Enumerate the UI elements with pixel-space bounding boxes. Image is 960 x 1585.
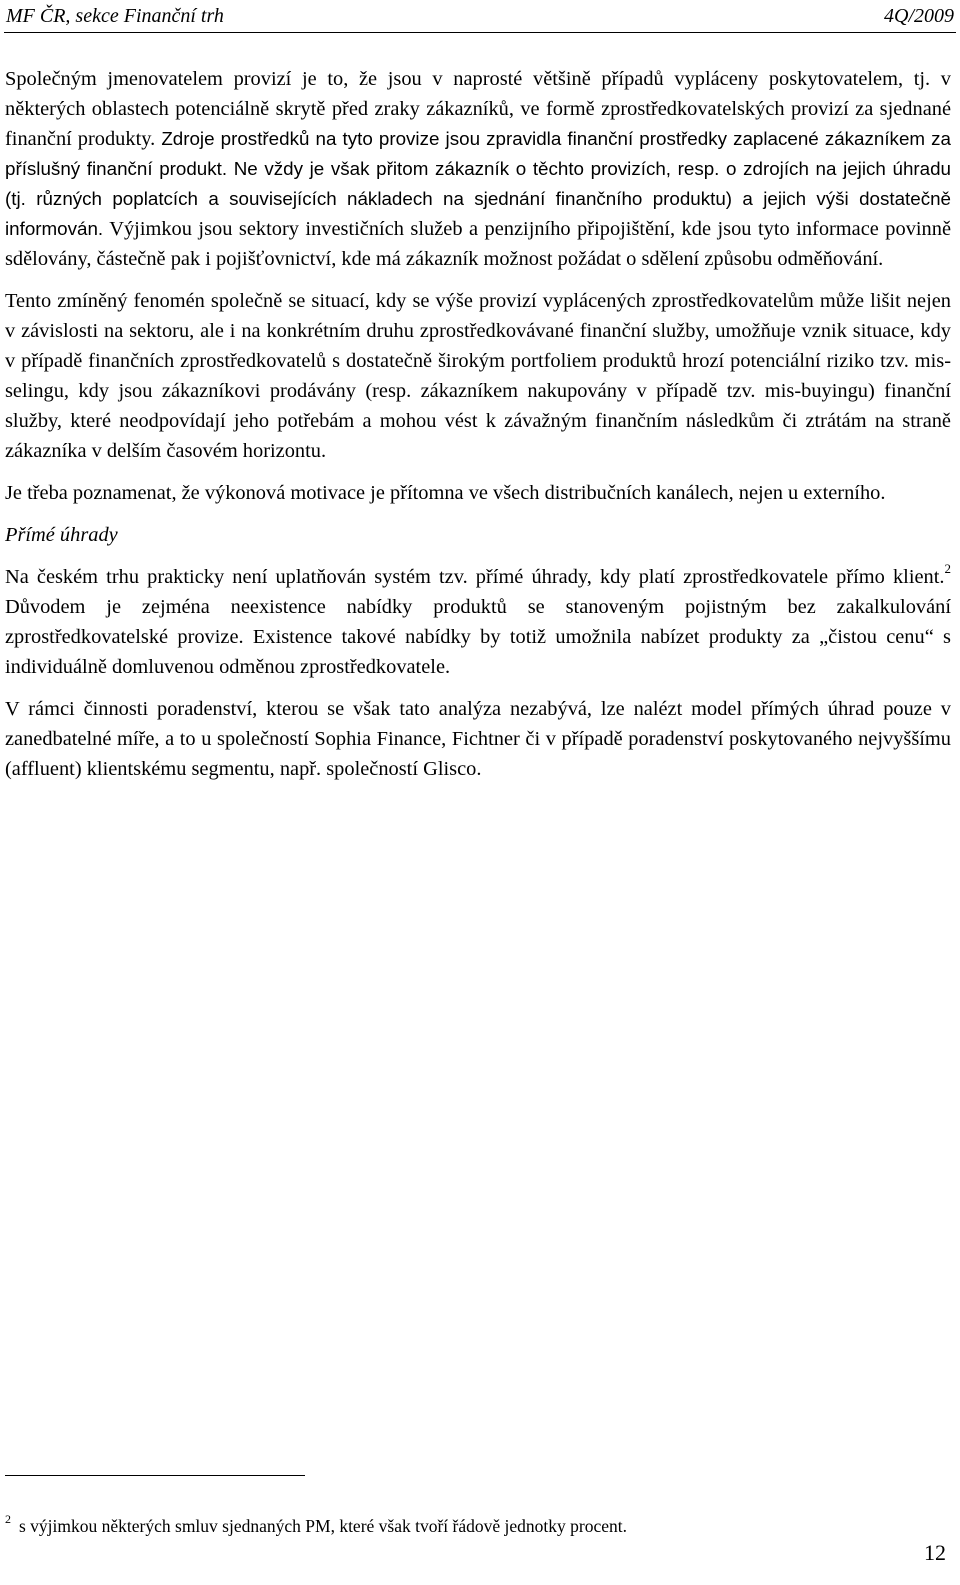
paragraph-5: V rámci činnosti poradenství, kterou se však tato analýza nezabývá, lze nalézt model přímých úhrad pouze v zanedbatelné míře, a to u společností Sophia Finance, Fichtner či v případě poradenství poskytovaného nejvyššímu (affluent) klientskému segmentu, např. společností Glisco. bbox=[5, 698, 951, 780]
header-left-title: MF ČR, sekce Finanční trh bbox=[6, 5, 224, 27]
footnote-text: s výjimkou některých smluv sjednaných PM, které však tvoří řádově jednotky procent. bbox=[19, 1516, 627, 1536]
paragraph-2: Tento zmíněný fenomén společně se situací, kdy se výše provizí vyplácených zprostředkovatelům může lišit nejen v závislosti na sektoru, ale i na konkrétním druhu zprostředkovávané finanční služby, umožňuje vznik situace, kdy v případě finančních zprostředkovatelů s dostatečně širokým portfoliem produktů hrozí potenciální riziko tzv. mis-selingu, kdy jsou zákazníkovi prodávány (resp. zákazníkem nakupovány v případě tzv. mis-buyingu) finanční služby, které neodpovídají jeho potřebám a mohou vést k závažným finančním následkům či ztrátám na straně zákazníka v delším časovém horizontu. bbox=[5, 290, 951, 462]
paragraph-1-part-b: Zdroje prostředků na tyto provize jsou zpravidla finanční prostředky zaplacené zákazníkem za příslušný finanční produkt. Ne vždy je však přitom zákazník o těchto provizích, resp. o zdrojích na jejich úhradu (tj. různých poplatcích a souvisejících nákladech na sjednání finančního produktu) a jejich výši dostatečně informován. bbox=[5, 128, 951, 239]
paragraph-3: Je třeba poznamenat, že výkonová motivace je přítomna ve všech distribučních kanálech, nejen u externího. bbox=[5, 482, 886, 504]
footnote-mark: 2 bbox=[5, 1512, 11, 1526]
paragraph-4 bbox=[5, 562, 951, 682]
paragraph-1 bbox=[5, 64, 951, 274]
page-number: 12 bbox=[924, 1540, 946, 1565]
section-heading: Přímé úhrady bbox=[5, 524, 118, 546]
footnote-separator bbox=[5, 1475, 305, 1476]
paragraph-4-part-b: Důvodem je zejména neexistence nabídky produktů se stanoveným pojistným bez zakalkulování zprostředkovatelské provize. Existence takové nabídky by totiž umožnila nabízet produkty za „čistou cenu“ s individuálně domluvenou odměnou zprostředkovatele. bbox=[5, 596, 951, 678]
main-text bbox=[5, 64, 951, 796]
header-right-period: 4Q/2009 bbox=[884, 5, 954, 27]
page-header bbox=[4, 2, 956, 33]
paragraph-4-part-a: Na českém trhu prakticky není uplatňován systém tzv. přímé úhrady, kdy platí zprostředkovatele přímo klient. bbox=[5, 566, 945, 588]
paragraph-1-part-a: Společným jmenovatelem provizí je to, že jsou v naprosté většině případů vypláceny poskytovatelem, tj. v některých oblastech potenciálně skrytě před zraky zákazníků, ve formě zprostředkovatelských provizí za sjednané finanční produkty. bbox=[5, 68, 951, 150]
paragraph-1-part-c: Výjimkou jsou sektory investičních služeb a penzijního připojištění, kde jsou tyto informace povinně sdělovány, částečně pak i pojišťovnictví, kde má zákazník možnost požádat o sdělení způsobu odměňování. bbox=[5, 218, 951, 270]
footnote bbox=[5, 1512, 627, 1537]
footnote-reference[interactable]: 2 bbox=[944, 561, 951, 577]
